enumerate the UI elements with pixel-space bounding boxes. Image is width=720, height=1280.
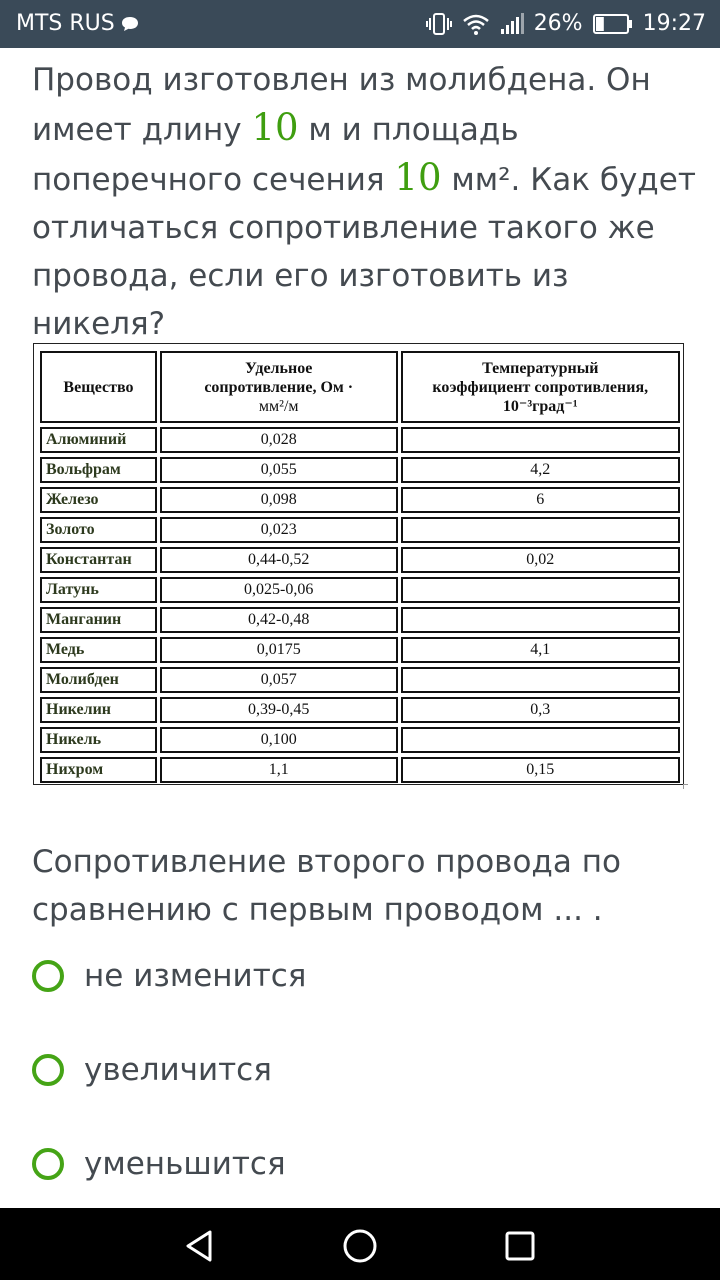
clock: 19:27 — [642, 11, 706, 36]
carrier-name: MTS RUS — [16, 11, 115, 36]
cell-coefficient: 6 — [401, 487, 680, 513]
cell-coefficient — [401, 727, 680, 753]
battery-icon — [593, 13, 633, 35]
navigation-bar — [0, 1208, 720, 1280]
header-substance: Вещество — [40, 351, 157, 423]
header-resistivity: Удельное сопротивление, Ом · мм²/м — [160, 351, 398, 423]
battery-percent: 26% — [533, 11, 583, 36]
cell-substance: Никелин — [40, 697, 157, 723]
question-part-1: Провод изготовлен из молибдена. Он имеет длину — [32, 62, 651, 148]
cell-resistivity: 0,055 — [160, 457, 398, 483]
option-label[interactable]: увеличится — [84, 1052, 272, 1088]
option-label[interactable]: не изменится — [84, 958, 307, 994]
table-row — [40, 517, 680, 543]
cell-resistivity: 0,0175 — [160, 637, 398, 663]
question-text — [32, 56, 702, 348]
cell-coefficient: 4,1 — [401, 637, 680, 663]
question-part-2: м и площадь поперечного сечения — [32, 112, 519, 198]
radio-button-icon[interactable] — [32, 1054, 64, 1086]
table-row — [40, 697, 680, 723]
cell-resistivity: 0,057 — [160, 667, 398, 693]
signal-icon — [500, 13, 524, 35]
cell-resistivity: 0,098 — [160, 487, 398, 513]
home-circle-icon[interactable] — [340, 1226, 380, 1266]
table-row — [40, 667, 680, 693]
vibrate-icon — [426, 12, 452, 36]
image-corner-mark — [683, 784, 688, 789]
cell-coefficient — [401, 607, 680, 633]
cell-resistivity: 0,42-0,48 — [160, 607, 398, 633]
cell-resistivity: 0,44-0,52 — [160, 547, 398, 573]
table-row — [40, 757, 680, 783]
cell-substance: Константан — [40, 547, 157, 573]
area-value: 10 — [394, 156, 442, 199]
cell-resistivity: 0,39-0,45 — [160, 697, 398, 723]
table-row — [40, 637, 680, 663]
cell-resistivity: 0,100 — [160, 727, 398, 753]
wifi-icon — [462, 12, 490, 36]
header-temp-coefficient: Температурный коэффициент сопротивления, 10⁻³град⁻¹ — [401, 351, 680, 423]
answer-prompt: Сопротивление второго провода по сравнению с первым проводом ... . — [32, 844, 621, 928]
cell-coefficient — [401, 667, 680, 693]
status-bar — [0, 0, 720, 48]
length-value: 10 — [251, 106, 299, 149]
option-no-change[interactable] — [32, 954, 306, 998]
cell-coefficient: 0,15 — [401, 757, 680, 783]
table-row — [40, 427, 680, 453]
cell-coefficient: 0,3 — [401, 697, 680, 723]
cell-resistivity: 0,028 — [160, 427, 398, 453]
cell-substance: Нихром — [40, 757, 157, 783]
table-row — [40, 457, 680, 483]
cell-substance: Вольфрам — [40, 457, 157, 483]
cell-substance: Медь — [40, 637, 157, 663]
cell-substance: Манганин — [40, 607, 157, 633]
cell-substance: Латунь — [40, 577, 157, 603]
cell-coefficient — [401, 577, 680, 603]
cell-substance: Железо — [40, 487, 157, 513]
option-increase[interactable] — [32, 1048, 272, 1092]
cell-coefficient — [401, 427, 680, 453]
cell-resistivity: 0,023 — [160, 517, 398, 543]
radio-button-icon[interactable] — [32, 960, 64, 992]
resistivity-table-image — [33, 343, 684, 785]
table-row — [40, 547, 680, 573]
resistivity-table — [37, 347, 683, 787]
table-row — [40, 607, 680, 633]
recents-square-icon[interactable] — [500, 1226, 540, 1266]
cell-coefficient: 0,02 — [401, 547, 680, 573]
chat-bubble-icon — [121, 16, 139, 32]
back-triangle-icon[interactable] — [180, 1226, 220, 1266]
cell-substance: Алюминий — [40, 427, 157, 453]
table-row — [40, 487, 680, 513]
cell-substance: Никель — [40, 727, 157, 753]
cell-resistivity: 0,025-0,06 — [160, 577, 398, 603]
cell-substance: Молибден — [40, 667, 157, 693]
question-part-3: мм². Как будет отличаться сопротивление такого же провода, если его изготовить из никеля? — [32, 162, 696, 342]
cell-coefficient: 4,2 — [401, 457, 680, 483]
cell-substance: Золото — [40, 517, 157, 543]
radio-button-icon[interactable] — [32, 1148, 64, 1180]
option-decrease[interactable] — [32, 1142, 286, 1186]
cell-coefficient — [401, 517, 680, 543]
table-row — [40, 577, 680, 603]
option-label[interactable]: уменьшится — [84, 1146, 286, 1182]
table-row — [40, 727, 680, 753]
cell-resistivity: 1,1 — [160, 757, 398, 783]
